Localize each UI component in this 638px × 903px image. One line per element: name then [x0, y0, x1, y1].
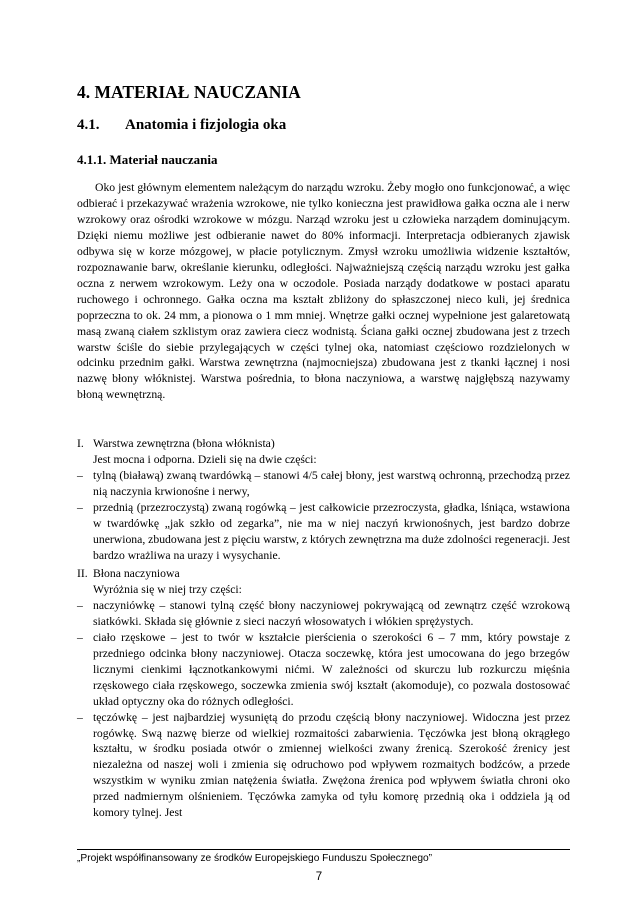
layer-list-vascular [77, 566, 570, 821]
list-item-text: przednią (przezroczystą) zwaną rogówką – jest całkowicie przezroczysta, gładka, lśniąca, wstawiona w twardówkę „jak szkło od zegarka”, nie ma w niej naczyń krwionośnych, jest bardzo dobrze unerwiona, zbudowana jest z pięciu warstw, z których zewnętrzna ma duże zdolności regeneracji. Jest bardzo wrażliwa na urazy i wysychanie. [93, 500, 570, 562]
list-dash: – [77, 500, 83, 514]
layer-heading [77, 566, 570, 582]
footer-divider [77, 849, 570, 850]
section-number: 4.1. [77, 117, 100, 133]
list-dash: – [77, 468, 83, 482]
list-dash: – [77, 710, 83, 724]
chapter-heading [77, 82, 301, 103]
roman-numeral: II. [77, 567, 88, 580]
list-item [77, 710, 570, 822]
chapter-number: 4. [77, 82, 91, 102]
layer-list-fibrous [77, 436, 570, 564]
layer-heading-text: Błona naczyniowa [93, 567, 180, 580]
chapter-title: MATERIAŁ NAUCZANIA [94, 82, 301, 102]
layer-heading [77, 436, 570, 452]
subsection-title: Materiał nauczania [109, 152, 218, 167]
subsection-heading [77, 152, 217, 168]
list-item [77, 598, 570, 630]
list-item-text: ciało rzęskowe – jest to twór w kształcie pierścienia o szerokości 6 – 7 mm, który powstaje z przedniego odcinka błony naczyniowej. Otacza soczewkę, która jest umocowana do jego brzegów licznymi cienkimi łącznotkankowymi nićmi. W zależności od skurczu lub rozkurczu mięśnia rzęskowego ciała rzęskowego, soczewka zmienia swój kształt (akomoduje), co pozwala dostosować układ optyczny oka do różnych odległości. [93, 630, 570, 708]
roman-numeral: I. [77, 437, 84, 450]
list-item [77, 630, 570, 710]
list-item-text: tęczówkę – jest najbardziej wysuniętą do przodu częścią błony naczyniowej. Widoczna jest przez rogówkę. Swą nazwę bierze od wielkiej rozmaitości zabarwienia. Tęczówka jest błoną okrągłego kształtu, w środku posiada otwór o zmiennej wielkości zwany źrenicą. Szerokość źrenicy jest niezależna od naszej woli i zmienia się odruchowo pod wpływem rozmaitych bodźców, a przede wszystkim w wyniku zmian natężenia światła. Zwężona źrenica pod wpływem światła chroni oko przed nadmiernym olśnieniem. Tęczówka zamyka od tyłu komorę przednią oka i oddziela ją od komory tylnej. Jest [93, 710, 570, 820]
page-number: 7 [315, 871, 323, 883]
list-dash: – [77, 630, 83, 644]
section-title: Anatomia i fizjologia oka [125, 117, 287, 133]
layer-intro: Wyróżnia się w niej trzy części: [93, 582, 242, 596]
footer-funding-note: „Projekt współfinansowany ze środków Europejskiego Funduszu Społecznego” [77, 853, 433, 864]
list-item-text: tylną (białawą) zwaną twardówką – stanowi 4/5 całej błony, jest warstwą ochronną, przechodzą przez nią naczynia krwionośne i nerwy, [93, 468, 570, 498]
layer-intro: Jest mocna i odporna. Dzieli się na dwie części: [93, 452, 317, 466]
intro-paragraph: Oko jest głównym elementem należącym do narządu wzroku. Żeby mogło ono funkcjonować, a więc odbierać i przekazywać wrażenia wzrokowe, nie tylko konieczna jest prawidłowa gałka oczna ale i nerw wzrokowy oraz ośrodki wzrokowe w mózgu. Narząd wzroku jest u człowieka narządem dominującym. Dzięki niemu możliwe jest odbieranie nawet do 80% informacji. Interpretacja odbieranych zjawisk odbywa się w korze mózgowej, w płacie potylicznym. Zmysł wzroku umożliwia widzenie kształtów, rozpoznawanie barw, określanie kierunku, odległości. Najważniejszą częścią narządu wzroku jest gałka oczna z nerwem wzrokowym. Leży ona w oczodole. Posiada narządy dodatkowe w postaci aparatu ruchowego i ochronnego. Gałka oczna ma kształt zbliżony do spłaszczonej nieco kuli, jej średnica poprzeczna to ok. 24 mm, a pionowa o 1 mm mniej. Wnętrze gałki ocznej wypełnione jest galaretowatą masą zwaną ciałem szklistym oraz zawiera ciecz wodnistą. Ściana gałki ocznej zbudowana jest z trzech warstw ściśle do siebie przylegających w części tylnej oka, natomiast częściowo rozdzielonych w odcinku przednim gałki. Warstwa zewnętrzna (najmocniejsza) zbudowana jest z tkanki łącznej i nosi nazwę błony włóknistej. Warstwa pośrednia, to błona naczyniowa, a warstwę najgłębszą nazywamy błoną wewnętrzną. [77, 181, 570, 402]
list-dash: – [77, 598, 83, 612]
list-item [77, 468, 570, 500]
list-item-text: naczyniówkę – stanowi tylną część błony naczyniowej pokrywającą od zewnątrz część wzrokową siatkówki. Składa się głównie z sieci naczyń włosowatych i włókien sprężystych. [93, 598, 570, 628]
subsection-number: 4.1.1. [77, 152, 107, 167]
list-item [77, 500, 570, 564]
layer-heading-text: Warstwa zewnętrzna (błona włóknista) [93, 437, 275, 450]
section-heading [77, 117, 286, 134]
